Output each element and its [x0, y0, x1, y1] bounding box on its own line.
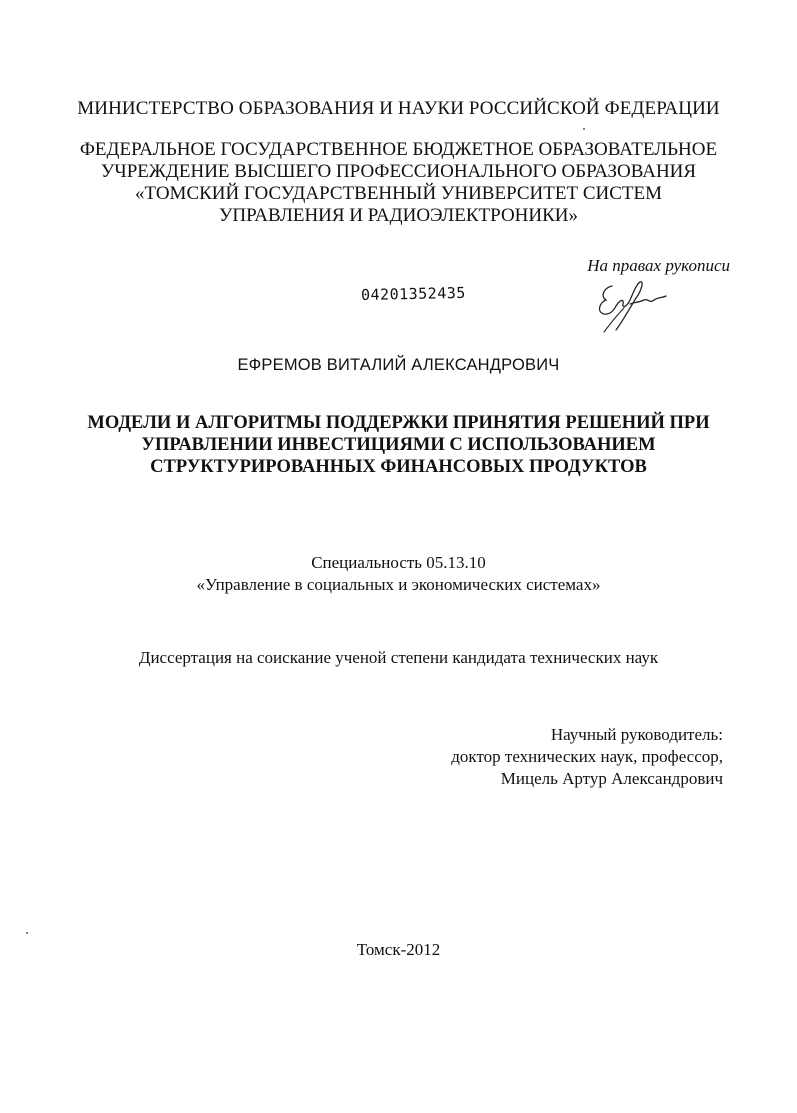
institution-line: УЧРЕЖДЕНИЕ ВЫСШЕГО ПРОФЕССИОНАЛЬНОГО ОБРАЗОВАНИЯ: [100, 161, 697, 182]
supervisor-block: [451, 724, 723, 790]
supervisor-label: Научный руководитель:: [550, 725, 723, 744]
handwritten-signature: [590, 278, 670, 336]
scan-speck: [583, 128, 585, 130]
title-line: СТРУКТУРИРОВАННЫХ ФИНАНСОВЫХ ПРОДУКТОВ: [150, 457, 647, 477]
registration-code: 04201352435: [360, 283, 467, 304]
institution-line: УПРАВЛЕНИЯ И РАДИОЭЛЕКТРОНИКИ»: [218, 205, 579, 226]
dissertation-title: [0, 412, 797, 478]
title-line: УПРАВЛЕНИИ ИНВЕСТИЦИЯМИ С ИСПОЛЬЗОВАНИЕМ: [141, 435, 656, 455]
institution-line: «ТОМСКИЙ ГОСУДАРСТВЕННЫЙ УНИВЕРСИТЕТ СИСТЕМ: [134, 183, 663, 204]
specialty-block: [0, 552, 797, 596]
dissertation-type: Диссертация на соискание ученой степени кандидата технических наук: [138, 648, 659, 667]
manuscript-note: На правах рукописи: [587, 256, 730, 275]
scan-speck: [26, 932, 28, 934]
ministry-heading: МИНИСТЕРСТВО ОБРАЗОВАНИЯ И НАУКИ РОССИЙСКОЙ ФЕДЕРАЦИИ: [77, 98, 720, 119]
title-line: МОДЕЛИ И АЛГОРИТМЫ ПОДДЕРЖКИ ПРИНЯТИЯ РЕШЕНИЙ ПРИ: [87, 413, 710, 433]
institution-line: ФЕДЕРАЛЬНОЕ ГОСУДАРСТВЕННОЕ БЮДЖЕТНОЕ ОБРАЗОВАТЕЛЬНОЕ: [79, 139, 718, 160]
author-name: ЕФРЕМОВ ВИТАЛИЙ АЛЕКСАНДРОВИЧ: [237, 356, 560, 374]
city-year: Томск-2012: [356, 940, 441, 959]
supervisor-degree: доктор технических наук, профессор,: [451, 747, 723, 766]
specialty-code: Специальность 05.13.10: [311, 553, 486, 572]
specialty-name: «Управление в социальных и экономических системах»: [196, 575, 601, 594]
institution-heading: [0, 139, 797, 227]
supervisor-name: Мицель Артур Александрович: [500, 769, 723, 788]
